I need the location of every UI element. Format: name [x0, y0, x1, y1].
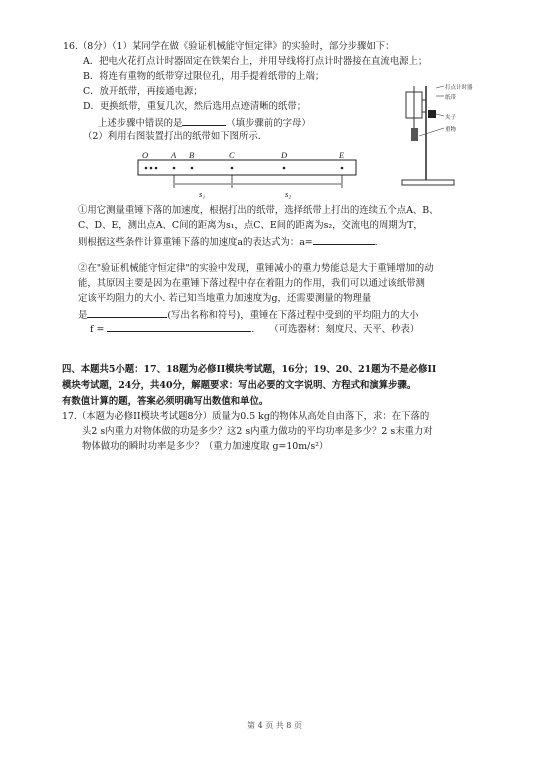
- q16-p2-tools: （可选器材：刻度尺、天平、秒表）: [269, 324, 420, 335]
- tape-label-s1: s₁: [199, 189, 206, 199]
- q16-p1-line2: C、D、E，测出点A、C间的距离为s₁，点C、E间的距离为s₂，交流电的周期为T，: [78, 220, 423, 231]
- tape-label-c: C: [229, 150, 235, 160]
- apparatus-diagram: [398, 80, 473, 188]
- q17-line3: 物体做功的瞬时功率是多少？（重力加速度取 g=10m/s²）: [82, 441, 329, 452]
- section4-line1: 四、本题共5小题：17、18题为必修II模块考试题，16分；19、20、21题为不是必修II: [62, 364, 437, 375]
- q16-p1-line3-text: 则根据这些条件计算重锤下落的加速度a的表达式为：a=: [78, 237, 313, 248]
- q16-p2-line4: [78, 308, 418, 322]
- tape-label-d: D: [281, 150, 288, 160]
- tape-dot-a: [173, 167, 176, 170]
- q16-wrong-step-line: [98, 116, 311, 130]
- label-clamp: 夹子: [445, 115, 457, 121]
- stand-base: [402, 180, 454, 185]
- q16-step-b: B．将连有重物的纸带穿过限位孔，用手提着纸带的上端；: [83, 71, 325, 82]
- q16-part2: （2）利用右图装置打出的纸带如下图所示.: [83, 131, 261, 142]
- tape-label-o: O: [142, 150, 149, 160]
- tape-dot-o: [145, 167, 148, 170]
- q16-p1-line1: ①用它测量重锤下落的加速度，根据打出的纸带，选择纸带上打出的连续五个点A、B、: [78, 205, 439, 216]
- q16-step-a: A．把电火花打点计时器固定在铁架台上，并用导线将打点计时器接在直流电源上；: [83, 56, 428, 67]
- tape-label-e: E: [339, 150, 345, 160]
- q16-p2-line2: 能，其原因主要是因为在重锤下落过程中存在着阻力的作用，我们可以通过该纸带测: [78, 278, 425, 289]
- weight-icon: [411, 128, 418, 141]
- clamp-icon: [428, 110, 436, 118]
- label-timer: 打点计时器: [445, 85, 473, 91]
- label-tape: 纸带: [445, 95, 457, 101]
- paper-tape-figure: [137, 150, 357, 200]
- answer-blank-wrong-step: [182, 116, 226, 126]
- tape-strip: [138, 160, 356, 175]
- q16-step-c: C．放开纸带，再接通电源；: [83, 86, 203, 97]
- q16-wrong-prefix: 上述步骤中错误的是: [98, 118, 183, 129]
- section4-line3: 有数值计算的题，答案必须明确写出数值和单位。: [62, 396, 269, 407]
- q16-wrong-suffix: （填步骤前的字母）: [226, 118, 311, 129]
- section4-line2: 模块考试题，24分，共40分，解题要求：写出必要的文字说明、方程式和演算步骤。: [62, 380, 417, 391]
- tape-dot-d: [283, 167, 286, 170]
- label-weight: 重物: [445, 127, 457, 133]
- tape-dot-b: [191, 167, 194, 170]
- q16-p2-mid: (写出名称和符号)，重锤在下落过程中受到的平均阻力的大小: [167, 310, 419, 321]
- q17-line1: 17.（本题为必修II模块考试题8分）质量为0.5 kg的物体从高处自由落下，求：在下落的: [62, 411, 430, 422]
- page-footer: 第 4 页 共 8 页: [247, 721, 302, 730]
- q16-p2-is: 是: [78, 310, 88, 321]
- answer-blank-acceleration: [313, 235, 375, 245]
- q17-line2: 头2 s内重力对物体做的功是多少？这2 s内重力做功的平均功率是多少？2 s末重力对: [82, 426, 433, 437]
- tape-label-b: B: [189, 150, 195, 160]
- q16-p2-line3: 定该平均阻力的大小. 若已知当地重力加速度为g，还需要测量的物理量: [78, 293, 372, 304]
- q16-p2-line1: ②在"验证机械能守恒定律"的实验中发现，重锤减小的重力势能总是大于重锤增加的动: [78, 263, 434, 274]
- q16-header: 16.（8分）（1）某同学在做《验证机械能守恒定律》的实验时，部分步骤如下：: [63, 41, 395, 52]
- tape-label-s2: s₂: [285, 189, 292, 199]
- answer-blank-force: [107, 322, 251, 332]
- answer-blank-quantity: [87, 308, 167, 318]
- tape-label-a: A: [171, 150, 177, 160]
- tape-dot-c: [231, 167, 234, 170]
- q16-p2-line5: f = . （可选器材：刻度尺、天平、秒表）: [90, 324, 420, 335]
- q16-p1-line3: 则根据这些条件计算重锤下落的加速度a的表达式为：a= .: [78, 237, 378, 248]
- q16-step-d: D．更换纸带，重复几次，然后选用点迹清晰的纸带；: [83, 101, 307, 112]
- tape-dot-e: [341, 167, 344, 170]
- q16-p2-f: f =: [90, 324, 105, 335]
